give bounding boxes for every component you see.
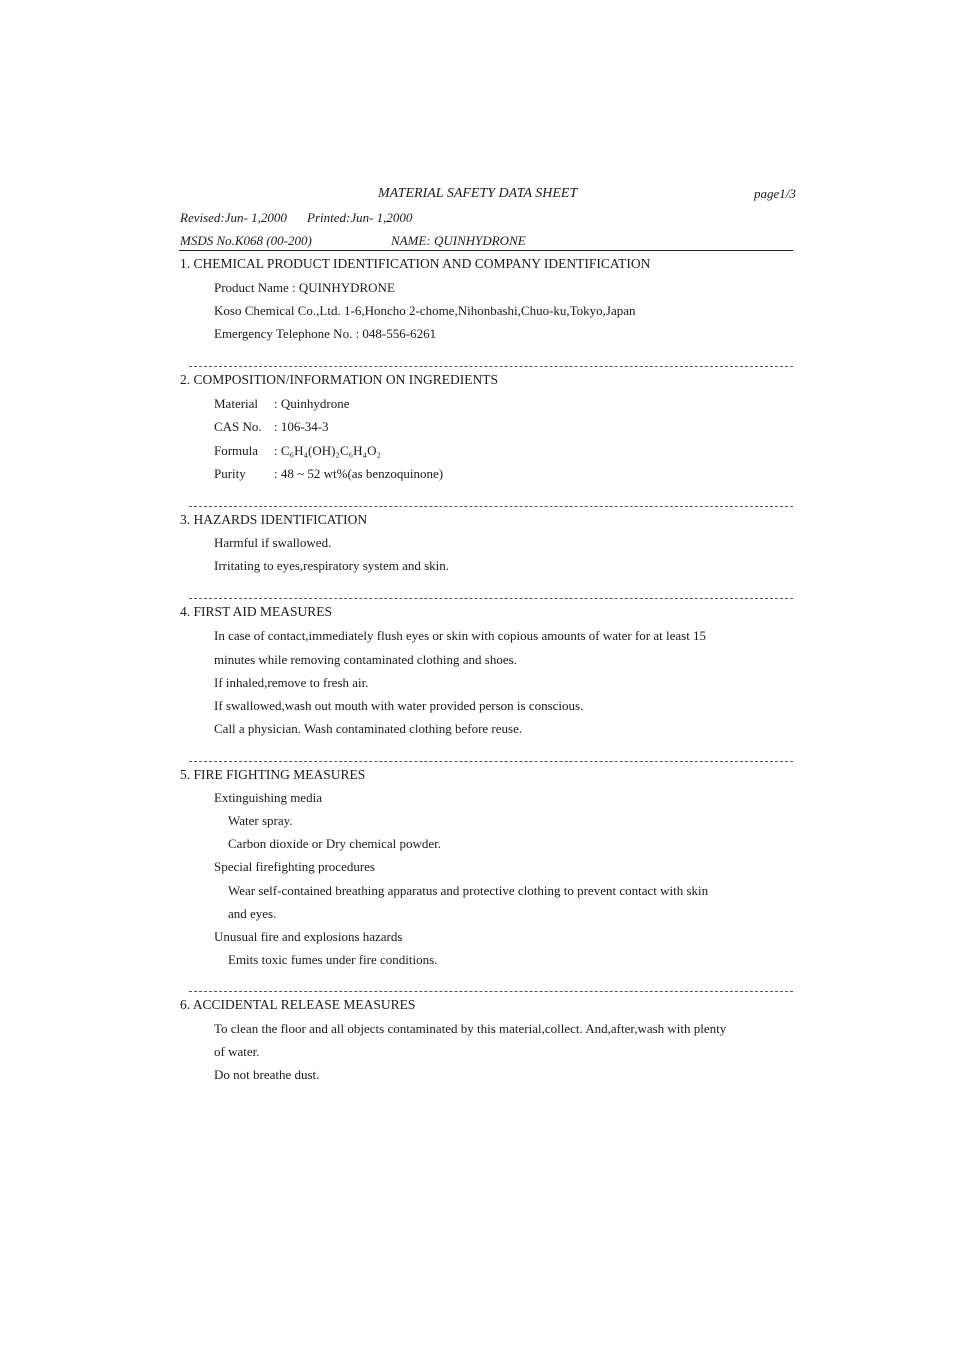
revised-date: Revised:Jun- 1,2000 — [180, 210, 287, 225]
first-aid-line: Call a physician. Wash contaminated clothing before reuse. — [214, 721, 523, 736]
section-divider — [189, 366, 793, 367]
first-aid-line: If swallowed,wash out mouth with water provided person is conscious. — [214, 698, 584, 713]
composition-value: : 48 ~ 52 wt%(as benzoquinone) — [274, 466, 444, 481]
release-line: of water. — [214, 1044, 260, 1059]
special-line: and eyes. — [228, 906, 277, 921]
release-line: To clean the floor and all objects contaminated by this material,collect. And,after,wash with plenty — [214, 1021, 727, 1036]
first-aid-line: In case of contact,immediately flush eyes or skin with copious amounts of water for at least 15 — [214, 628, 707, 643]
unusual-line: Emits toxic fumes under fire conditions. — [228, 952, 438, 967]
section-1-heading: 1. CHEMICAL PRODUCT IDENTIFICATION AND COMPANY IDENTIFICATION — [180, 256, 651, 271]
hazard-line: Irritating to eyes,respiratory system and skin. — [214, 558, 450, 573]
section-divider — [189, 761, 793, 762]
composition-label: Formula — [214, 443, 259, 458]
media-line: Carbon dioxide or Dry chemical powder. — [228, 836, 441, 851]
section-5-heading: 5. FIRE FIGHTING MEASURES — [180, 767, 366, 782]
first-aid-line: minutes while removing contaminated clothing and shoes. — [214, 652, 517, 667]
page-number: page1/3 — [754, 186, 796, 201]
subheading-extinguishing-media: Extinguishing media — [214, 790, 322, 805]
emergency-phone: Emergency Telephone No. : 048-556-6261 — [214, 326, 437, 341]
composition-value: : Quinhydrone — [274, 396, 350, 411]
subheading-special-procedures: Special firefighting procedures — [214, 859, 375, 874]
composition-label: CAS No. — [214, 419, 262, 434]
header-rule — [179, 250, 793, 251]
composition-row — [214, 466, 443, 482]
composition-value: : 106-34-3 — [274, 419, 329, 434]
msds-number: MSDS No.K068 (00-200) — [180, 233, 312, 248]
hazard-line: Harmful if swallowed. — [214, 535, 332, 550]
product-name: Product Name : QUINHYDRONE — [214, 280, 395, 295]
company-address: Koso Chemical Co.,Ltd. 1-6,Honcho 2-chome,Nihonbashi,Chuo-ku,Tokyo,Japan — [214, 303, 636, 318]
section-divider — [189, 506, 793, 507]
section-divider — [189, 991, 793, 992]
document-title: MATERIAL SAFETY DATA SHEET — [378, 186, 578, 201]
section-2-heading: 2. COMPOSITION/INFORMATION ON INGREDIENTS — [180, 372, 499, 387]
composition-label: Material — [214, 396, 259, 411]
release-line: Do not breathe dust. — [214, 1067, 320, 1082]
first-aid-line: If inhaled,remove to fresh air. — [214, 675, 369, 690]
section-4-heading: 4. FIRST AID MEASURES — [180, 604, 333, 619]
media-line: Water spray. — [228, 813, 293, 828]
printed-date: Printed:Jun- 1,2000 — [307, 210, 413, 225]
composition-value: : C₆H₄(OH)₂C₆H₄O₂ — [274, 443, 381, 458]
section-divider — [189, 598, 793, 599]
special-line: Wear self-contained breathing apparatus and protective clothing to prevent contact with skin — [228, 883, 709, 898]
product-name-header: NAME: QUINHYDRONE — [391, 233, 526, 248]
composition-row — [214, 419, 329, 435]
composition-row — [214, 396, 349, 412]
section-3-heading: 3. HAZARDS IDENTIFICATION — [180, 512, 368, 527]
composition-label: Purity — [214, 466, 246, 481]
section-6-heading: 6. ACCIDENTAL RELEASE MEASURES — [180, 997, 416, 1012]
composition-row — [214, 443, 381, 459]
subheading-unusual-hazards: Unusual fire and explosions hazards — [214, 929, 403, 944]
